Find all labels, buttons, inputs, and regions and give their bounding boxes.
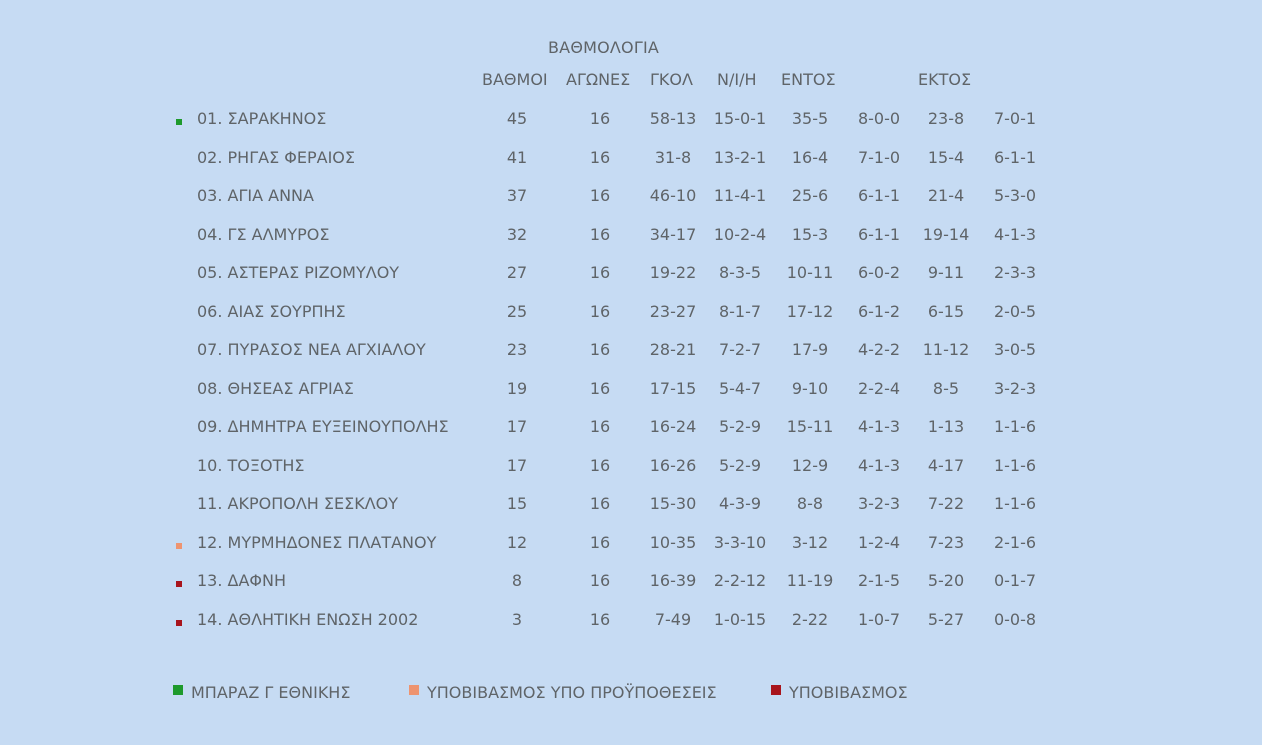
cell-away-wdl: 7-0-1 [993,109,1037,128]
cell-home-wdl: 1-2-4 [857,532,901,552]
cell-away-goals: 7-22 [927,494,965,513]
cell-home-wdl: 8-0-0 [857,109,901,128]
cell-wdl: 5-2-9 [718,455,762,475]
team-name: 08. ΘΗΣΕΑΣ ΑΓΡΙΑΣ [197,378,354,398]
table-row [0,417,1262,441]
table-row [0,571,1262,595]
cell-wdl: 7-2-7 [718,340,762,359]
team-name: 01. ΣΑΡΑΚΗΝΟΣ [197,109,327,128]
cell-home-goals: 8-8 [796,494,824,513]
cell-away-goals: 7-23 [927,532,965,552]
cell-goals: 7-49 [654,609,692,629]
cell-games: 16 [589,147,611,167]
cell-goals: 15-30 [649,494,697,513]
cell-wdl: 3-3-10 [713,532,767,552]
table-row [0,263,1262,287]
cell-home-wdl: 2-1-5 [857,571,901,590]
cell-home-wdl: 6-1-1 [857,224,901,244]
cell-games: 16 [589,609,611,629]
cell-wdl: 8-1-7 [718,301,762,321]
table-row [0,610,1262,634]
cell-home-goals: 35-5 [791,109,829,128]
cell-away-goals: 1-13 [927,417,965,436]
table-row [0,456,1262,480]
cell-points: 32 [506,224,528,244]
team-name: 11. ΑΚΡΟΠΟΛΗ ΣΕΣΚΛΟΥ [197,494,399,513]
red-square-icon [176,620,182,626]
table-row [0,186,1262,210]
cell-goals: 34-17 [649,224,697,244]
cell-home-wdl: 6-1-1 [857,186,901,205]
green-square-icon [173,685,183,695]
header-away: ΕΚΤΟΣ [918,70,972,89]
cell-games: 16 [589,186,611,205]
cell-games: 16 [589,417,611,436]
cell-games: 16 [589,340,611,359]
header-goals: ΓΚΟΛ [650,70,693,89]
cell-goals: 31-8 [654,147,692,167]
cell-home-goals: 9-10 [791,378,829,398]
cell-home-wdl: 4-1-3 [857,455,901,475]
cell-wdl: 8-3-5 [718,263,762,282]
header-home: ΕΝΤΟΣ [781,70,836,89]
cell-points: 17 [506,417,528,436]
orange-square-icon [176,543,182,549]
cell-points: 3 [511,609,523,629]
cell-points: 41 [506,147,528,167]
cell-home-wdl: 7-1-0 [857,147,901,167]
red-square-icon [771,685,781,695]
cell-games: 16 [589,263,611,282]
cell-goals: 16-24 [649,417,697,436]
cell-away-goals: 8-5 [932,378,960,398]
cell-away-wdl: 1-1-6 [993,455,1037,475]
cell-points: 25 [506,301,528,321]
cell-away-goals: 19-14 [922,224,970,244]
cell-goals: 10-35 [649,532,697,552]
cell-goals: 58-13 [649,109,697,128]
orange-square-icon [409,685,419,695]
team-name: 09. ΔΗΜΗΤΡΑ ΕΥΞΕΙΝΟΥΠΟΛΗΣ [197,417,449,436]
table-row [0,379,1262,403]
cell-goals: 23-27 [649,301,697,321]
cell-away-wdl: 0-0-8 [993,609,1037,629]
cell-games: 16 [589,532,611,552]
cell-home-goals: 3-12 [791,532,829,552]
cell-away-goals: 5-20 [927,571,965,590]
cell-goals: 46-10 [649,186,697,205]
legend-item-playoff [173,683,350,702]
cell-home-wdl: 2-2-4 [857,378,901,398]
cell-away-wdl: 3-0-5 [993,340,1037,359]
team-name: 03. ΑΓΙΑ ΑΝΝΑ [197,186,314,205]
cell-home-wdl: 6-0-2 [857,263,901,282]
team-name: 12. ΜΥΡΜΗΔΟΝΕΣ ΠΛΑΤΑΝΟΥ [197,532,437,552]
cell-games: 16 [589,301,611,321]
cell-games: 16 [589,571,611,590]
cell-goals: 17-15 [649,378,697,398]
cell-home-wdl: 1-0-7 [857,609,901,629]
cell-away-goals: 4-17 [927,455,965,475]
cell-away-wdl: 0-1-7 [993,571,1037,590]
standings-title: ΒΑΘΜΟΛΟΓΙΑ [548,38,660,57]
team-name: 05. ΑΣΤΕΡΑΣ ΡΙΖΟΜΥΛΟΥ [197,263,400,282]
cell-home-goals: 25-6 [791,186,829,205]
cell-points: 45 [506,109,528,128]
header-wdl: Ν/Ι/Η [717,70,757,89]
cell-points: 19 [506,378,528,398]
cell-away-wdl: 5-3-0 [993,186,1037,205]
cell-away-goals: 6-15 [927,301,965,321]
team-name: 02. ΡΗΓΑΣ ΦΕΡΑΙΟΣ [197,147,355,167]
cell-wdl: 2-2-12 [713,571,767,590]
cell-home-goals: 12-9 [791,455,829,475]
table-row [0,340,1262,364]
cell-away-wdl: 2-1-6 [993,532,1037,552]
cell-home-wdl: 4-2-2 [857,340,901,359]
cell-away-wdl: 6-1-1 [993,147,1037,167]
team-name: 13. ΔΑΦΝΗ [197,571,287,590]
cell-home-goals: 16-4 [791,147,829,167]
cell-games: 16 [589,494,611,513]
cell-home-goals: 15-11 [786,417,834,436]
cell-goals: 19-22 [649,263,697,282]
table-row [0,494,1262,518]
table-row [0,225,1262,249]
red-square-icon [176,581,182,587]
cell-home-wdl: 6-1-2 [857,301,901,321]
cell-away-wdl: 1-1-6 [993,494,1037,513]
cell-wdl: 13-2-1 [713,147,767,167]
cell-wdl: 11-4-1 [713,186,767,205]
cell-points: 23 [506,340,528,359]
cell-games: 16 [589,224,611,244]
cell-home-goals: 2-22 [791,609,829,629]
cell-points: 17 [506,455,528,475]
cell-wdl: 5-4-7 [718,378,762,398]
cell-games: 16 [589,378,611,398]
cell-games: 16 [589,455,611,475]
cell-games: 16 [589,109,611,128]
header-points: ΒΑΘΜΟΙ [482,70,548,89]
cell-home-wdl: 4-1-3 [857,417,901,436]
team-name: 06. ΑΙΑΣ ΣΟΥΡΠΗΣ [197,301,346,321]
team-name: 07. ΠΥΡΑΣΟΣ ΝΕΑ ΑΓΧΙΑΛΟΥ [197,340,426,359]
table-row [0,533,1262,557]
cell-away-wdl: 2-0-5 [993,301,1037,321]
table-row [0,109,1262,133]
cell-away-wdl: 2-3-3 [993,263,1037,282]
cell-goals: 28-21 [649,340,697,359]
cell-away-goals: 9-11 [927,263,965,282]
cell-points: 12 [506,532,528,552]
cell-away-goals: 21-4 [927,186,965,205]
cell-away-goals: 15-4 [927,147,965,167]
cell-points: 27 [506,263,528,282]
cell-away-goals: 5-27 [927,609,965,629]
team-name: 04. ΓΣ ΑΛΜΥΡΟΣ [197,224,330,244]
cell-home-wdl: 3-2-3 [857,494,901,513]
legend-item-conditional-relegation [409,683,717,702]
cell-goals: 16-39 [649,571,697,590]
cell-goals: 16-26 [649,455,697,475]
table-row [0,148,1262,172]
green-square-icon [176,119,182,125]
cell-wdl: 4-3-9 [718,494,762,513]
legend-item-relegation [771,683,908,702]
cell-home-goals: 11-19 [786,571,834,590]
cell-home-goals: 17-9 [791,340,829,359]
cell-home-goals: 17-12 [786,301,834,321]
cell-away-wdl: 1-1-6 [993,417,1037,436]
cell-away-wdl: 3-2-3 [993,378,1037,398]
header-games: ΑΓΩΝΕΣ [566,70,631,89]
cell-points: 8 [511,571,523,590]
team-name: 14. ΑΘΛΗΤΙΚΗ ΕΝΩΣΗ 2002 [197,609,419,629]
cell-points: 37 [506,186,528,205]
table-row [0,302,1262,326]
cell-wdl: 10-2-4 [713,224,767,244]
cell-wdl: 15-0-1 [713,109,767,128]
cell-away-goals: 11-12 [922,340,970,359]
legend-label: ΥΠΟΒΙΒΑΣΜΟΣ [789,683,908,702]
cell-home-goals: 10-11 [786,263,834,282]
cell-wdl: 1-0-15 [713,609,767,629]
legend-label: ΜΠΑΡΑΖ Γ ΕΘΝΙΚΗΣ [191,683,351,702]
cell-away-wdl: 4-1-3 [993,224,1037,244]
cell-away-goals: 23-8 [927,109,965,128]
cell-points: 15 [506,494,528,513]
team-name: 10. ΤΟΞΟΤΗΣ [197,455,305,475]
legend-label: ΥΠΟΒΙΒΑΣΜΟΣ ΥΠΟ ΠΡΟΫΠΟΘΕΣΕΙΣ [427,683,717,702]
cell-home-goals: 15-3 [791,224,829,244]
cell-wdl: 5-2-9 [718,417,762,436]
